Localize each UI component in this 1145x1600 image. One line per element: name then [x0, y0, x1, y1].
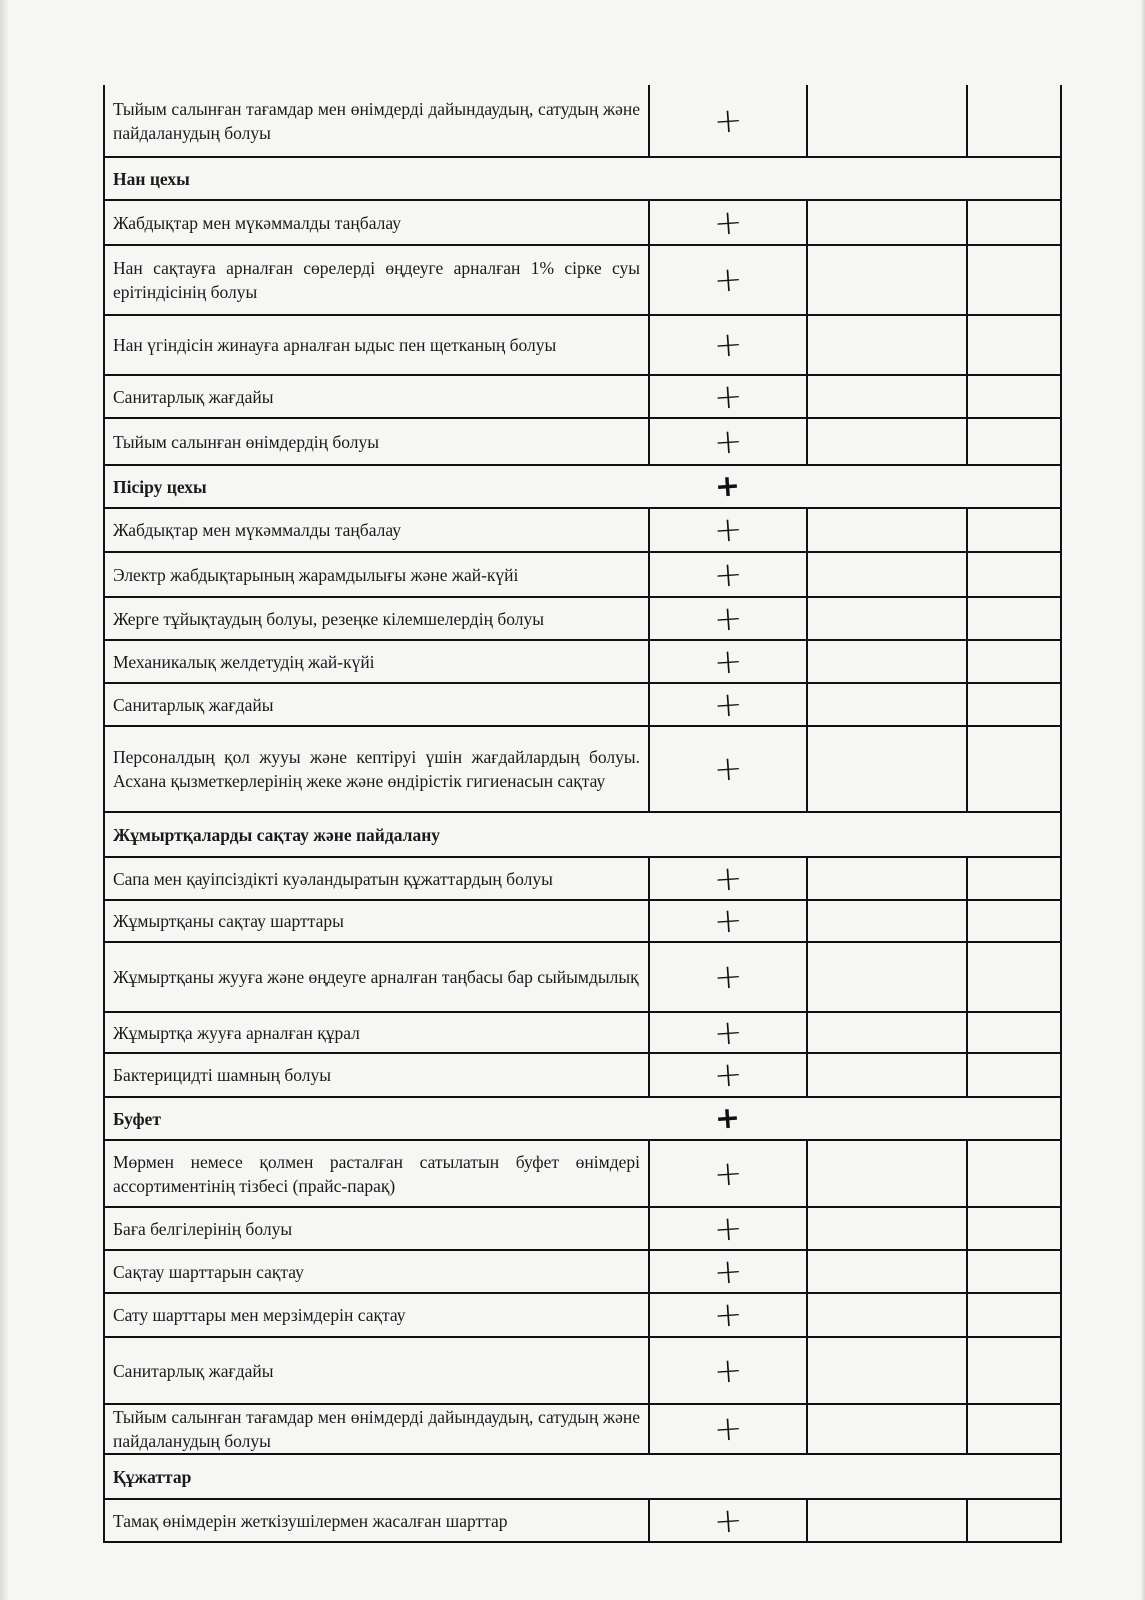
section-title — [104, 1097, 1061, 1140]
section-title-text: Құжаттар — [113, 1466, 192, 1487]
empty-cell-column-4 — [967, 1293, 1061, 1337]
handwritten-plus-mark: + — [712, 375, 744, 418]
empty-cell-column-3 — [807, 375, 967, 418]
checklist-row — [104, 552, 1061, 597]
handwritten-plus-mark: + — [712, 1250, 744, 1293]
criterion-text: Сапа мен қауіпсіздікті куәландыратын құжаттардың болуы — [104, 857, 649, 900]
criterion-text: Мөрмен немесе қолмен расталған сатылатын буфет өнімдері ассортиментінің тізбесі (прайс-парақ) — [104, 1140, 649, 1207]
empty-cell-column-3 — [807, 1404, 967, 1454]
empty-cell-column-4 — [967, 508, 1061, 552]
page-edge-shadow-right — [1141, 0, 1145, 1600]
checklist-row — [104, 375, 1061, 418]
compliance-mark-cell — [649, 1337, 807, 1404]
empty-cell-column-4 — [967, 900, 1061, 942]
compliance-mark-cell — [649, 726, 807, 812]
checklist-row — [104, 1207, 1061, 1250]
compliance-mark-cell — [649, 85, 807, 157]
empty-cell-column-4 — [967, 375, 1061, 418]
compliance-mark-cell — [649, 1053, 807, 1097]
compliance-mark-cell — [649, 857, 807, 900]
criterion-text: Сату шарттары мен мерзімдерін сақтау — [104, 1293, 649, 1337]
compliance-mark-cell — [649, 245, 807, 315]
empty-cell-column-3 — [807, 1207, 967, 1250]
empty-cell-column-4 — [967, 597, 1061, 640]
checklist-row — [104, 1012, 1061, 1053]
criterion-text: Жұмыртқаны сақтау шарттары — [104, 900, 649, 942]
handwritten-plus-mark: + — [712, 420, 744, 463]
empty-cell-column-4 — [967, 1337, 1061, 1404]
criterion-text: Жабдықтар мен мүкәммалды таңбалау — [104, 508, 649, 552]
checklist-row — [104, 597, 1061, 640]
empty-cell-column-4 — [967, 1404, 1061, 1454]
empty-cell-column-3 — [807, 1012, 967, 1053]
compliance-mark-cell — [649, 200, 807, 245]
checklist-row — [104, 1337, 1061, 1404]
checklist-row — [104, 245, 1061, 315]
handwritten-plus-mark: + — [712, 99, 744, 142]
compliance-mark-cell — [649, 418, 807, 465]
compliance-mark-cell — [649, 597, 807, 640]
empty-cell-column-3 — [807, 900, 967, 942]
section-header-row — [104, 1097, 1061, 1140]
empty-cell-column-3 — [807, 726, 967, 812]
criterion-text: Жабдықтар мен мүкәммалды таңбалау — [104, 200, 649, 245]
section-header-row — [104, 1454, 1061, 1499]
empty-cell-column-3 — [807, 418, 967, 465]
empty-cell-column-3 — [807, 552, 967, 597]
empty-cell-column-4 — [967, 1140, 1061, 1207]
handwritten-plus-mark: + — [712, 748, 744, 790]
empty-cell-column-3 — [807, 85, 967, 157]
handwritten-plus-mark: + — [713, 1099, 742, 1137]
checklist-row — [104, 508, 1061, 552]
criterion-text: Санитарлық жағдайы — [104, 683, 649, 726]
criterion-text: Механикалық желдетудің жай-күйі — [104, 640, 649, 683]
section-title-text: Буфет — [113, 1108, 161, 1129]
empty-cell-column-4 — [967, 85, 1061, 157]
empty-cell-column-4 — [967, 552, 1061, 597]
compliance-mark-cell — [649, 1293, 807, 1337]
handwritten-plus-mark: + — [712, 1054, 744, 1096]
criterion-text: Электр жабдықтарының жарамдылығы және жай-күйі — [104, 552, 649, 597]
empty-cell-column-3 — [807, 1293, 967, 1337]
section-title-text: Жұмыртқаларды сақтау және пайдалану — [113, 824, 441, 845]
handwritten-plus-mark: + — [712, 1499, 744, 1542]
criterion-text: Бактерицидті шамның болуы — [104, 1053, 649, 1097]
criterion-text: Санитарлық жағдайы — [104, 1337, 649, 1404]
handwritten-plus-mark: + — [712, 1207, 744, 1250]
empty-cell-column-4 — [967, 857, 1061, 900]
compliance-mark-cell — [649, 508, 807, 552]
handwritten-plus-mark: + — [712, 201, 744, 244]
section-header-row — [104, 812, 1061, 857]
handwritten-plus-mark: + — [712, 1294, 744, 1336]
section-header-row — [104, 157, 1061, 200]
checklist-body — [104, 85, 1061, 1542]
checklist-row — [104, 1293, 1061, 1337]
criterion-text: Баға белгілерінің болуы — [104, 1207, 649, 1250]
empty-cell-column-3 — [807, 1140, 967, 1207]
checklist-row — [104, 418, 1061, 465]
empty-cell-column-4 — [967, 245, 1061, 315]
section-title — [104, 812, 1061, 857]
checklist-row — [104, 1140, 1061, 1207]
empty-cell-column-4 — [967, 1053, 1061, 1097]
handwritten-plus-mark: + — [712, 509, 744, 551]
empty-cell-column-3 — [807, 857, 967, 900]
empty-cell-column-4 — [967, 200, 1061, 245]
empty-cell-column-4 — [967, 1499, 1061, 1542]
criterion-text: Тыйым салынған өнімдердің болуы — [104, 418, 649, 465]
compliance-mark-cell — [649, 1499, 807, 1542]
empty-cell-column-4 — [967, 726, 1061, 812]
checklist-sheet — [103, 85, 1060, 1543]
section-title — [104, 1454, 1061, 1499]
checklist-row — [104, 315, 1061, 375]
empty-cell-column-3 — [807, 597, 967, 640]
compliance-mark-cell — [649, 1250, 807, 1293]
compliance-mark-cell — [649, 900, 807, 942]
empty-cell-column-3 — [807, 1499, 967, 1542]
empty-cell-column-4 — [967, 683, 1061, 726]
empty-cell-column-4 — [967, 1207, 1061, 1250]
section-title-text: Пісіру цехы — [113, 476, 207, 497]
handwritten-plus-mark: + — [712, 683, 744, 726]
empty-cell-column-4 — [967, 1250, 1061, 1293]
empty-cell-column-4 — [967, 942, 1061, 1012]
handwritten-plus-mark: + — [712, 900, 744, 942]
empty-cell-column-3 — [807, 1337, 967, 1404]
compliance-mark-cell — [649, 552, 807, 597]
checklist-row — [104, 200, 1061, 245]
checklist-row — [104, 683, 1061, 726]
checklist-row — [104, 1053, 1061, 1097]
handwritten-plus-mark: + — [713, 467, 742, 505]
checklist-row — [104, 1499, 1061, 1542]
compliance-mark-cell — [649, 683, 807, 726]
compliance-mark-cell — [649, 375, 807, 418]
empty-cell-column-3 — [807, 942, 967, 1012]
compliance-mark-cell — [649, 1012, 807, 1053]
empty-cell-column-4 — [967, 1012, 1061, 1053]
criterion-text: Нан сақтауға арналған сөрелерді өңдеуге арналған 1% сірке суы ерітіндісінің болуы — [104, 245, 649, 315]
handwritten-plus-mark: + — [712, 553, 744, 596]
section-title — [104, 157, 1061, 200]
handwritten-plus-mark: + — [712, 1011, 744, 1054]
criterion-text: Нан үгіндісін жинауға арналған ыдыс пен щетканың болуы — [104, 315, 649, 375]
checklist-row — [104, 726, 1061, 812]
empty-cell-column-4 — [967, 315, 1061, 375]
criterion-text: Сақтау шарттарын сақтау — [104, 1250, 649, 1293]
handwritten-plus-mark: + — [712, 956, 744, 998]
checklist-row — [104, 942, 1061, 1012]
checklist-row — [104, 1250, 1061, 1293]
criterion-text: Тыйым салынған тағамдар мен өнімдерді дайындаудың, сатудың және пайдаланудың болуы — [104, 85, 649, 157]
section-title — [104, 465, 1061, 508]
criterion-text: Персоналдың қол жууы және кептіруі үшін жағдайлардың болуы. Асхана қызметкерлерінің жеке және өндірістік гигиенасын сақтау — [104, 726, 649, 812]
page-edge-shadow-left — [0, 0, 8, 1600]
empty-cell-column-3 — [807, 508, 967, 552]
compliance-mark-cell — [649, 1207, 807, 1250]
checklist-row — [104, 857, 1061, 900]
section-title-text: Нан цехы — [113, 168, 190, 189]
checklist-row — [104, 640, 1061, 683]
compliance-mark-cell — [649, 640, 807, 683]
criterion-text: Тыйым салынған тағамдар мен өнімдерді дайындаудың, сатудың және пайдаланудың болуы — [104, 1404, 649, 1454]
empty-cell-column-3 — [807, 1053, 967, 1097]
handwritten-plus-mark: + — [712, 324, 744, 366]
empty-cell-column-3 — [807, 245, 967, 315]
compliance-mark-cell — [649, 315, 807, 375]
compliance-mark-cell — [649, 1404, 807, 1454]
handwritten-plus-mark: + — [712, 597, 744, 640]
criterion-text: Жұмыртқа жууға арналған құрал — [104, 1012, 649, 1053]
handwritten-plus-mark: + — [712, 259, 744, 301]
checklist-row — [104, 1404, 1061, 1454]
empty-cell-column-4 — [967, 418, 1061, 465]
compliance-mark-cell — [649, 1140, 807, 1207]
handwritten-plus-mark: + — [712, 1349, 744, 1392]
compliance-mark-cell — [649, 942, 807, 1012]
empty-cell-column-3 — [807, 200, 967, 245]
inspection-checklist-table — [103, 85, 1062, 1543]
empty-cell-column-3 — [807, 315, 967, 375]
empty-cell-column-3 — [807, 1250, 967, 1293]
empty-cell-column-3 — [807, 683, 967, 726]
criterion-text: Тамақ өнімдерін жеткізушілермен жасалған шарттар — [104, 1499, 649, 1542]
handwritten-plus-mark: + — [712, 857, 744, 900]
empty-cell-column-3 — [807, 640, 967, 683]
checklist-row — [104, 900, 1061, 942]
empty-cell-column-4 — [967, 640, 1061, 683]
handwritten-plus-mark: + — [712, 1152, 744, 1195]
checklist-row — [104, 85, 1061, 157]
section-header-row — [104, 465, 1061, 508]
criterion-text: Санитарлық жағдайы — [104, 375, 649, 418]
criterion-text: Жерге тұйықтаудың болуы, резеңке кілемшелердің болуы — [104, 597, 649, 640]
criterion-text: Жұмыртқаны жууға және өңдеуге арналған таңбасы бар сыйымдылық — [104, 942, 649, 1012]
handwritten-plus-mark: + — [712, 640, 744, 683]
handwritten-plus-mark: + — [712, 1408, 744, 1450]
